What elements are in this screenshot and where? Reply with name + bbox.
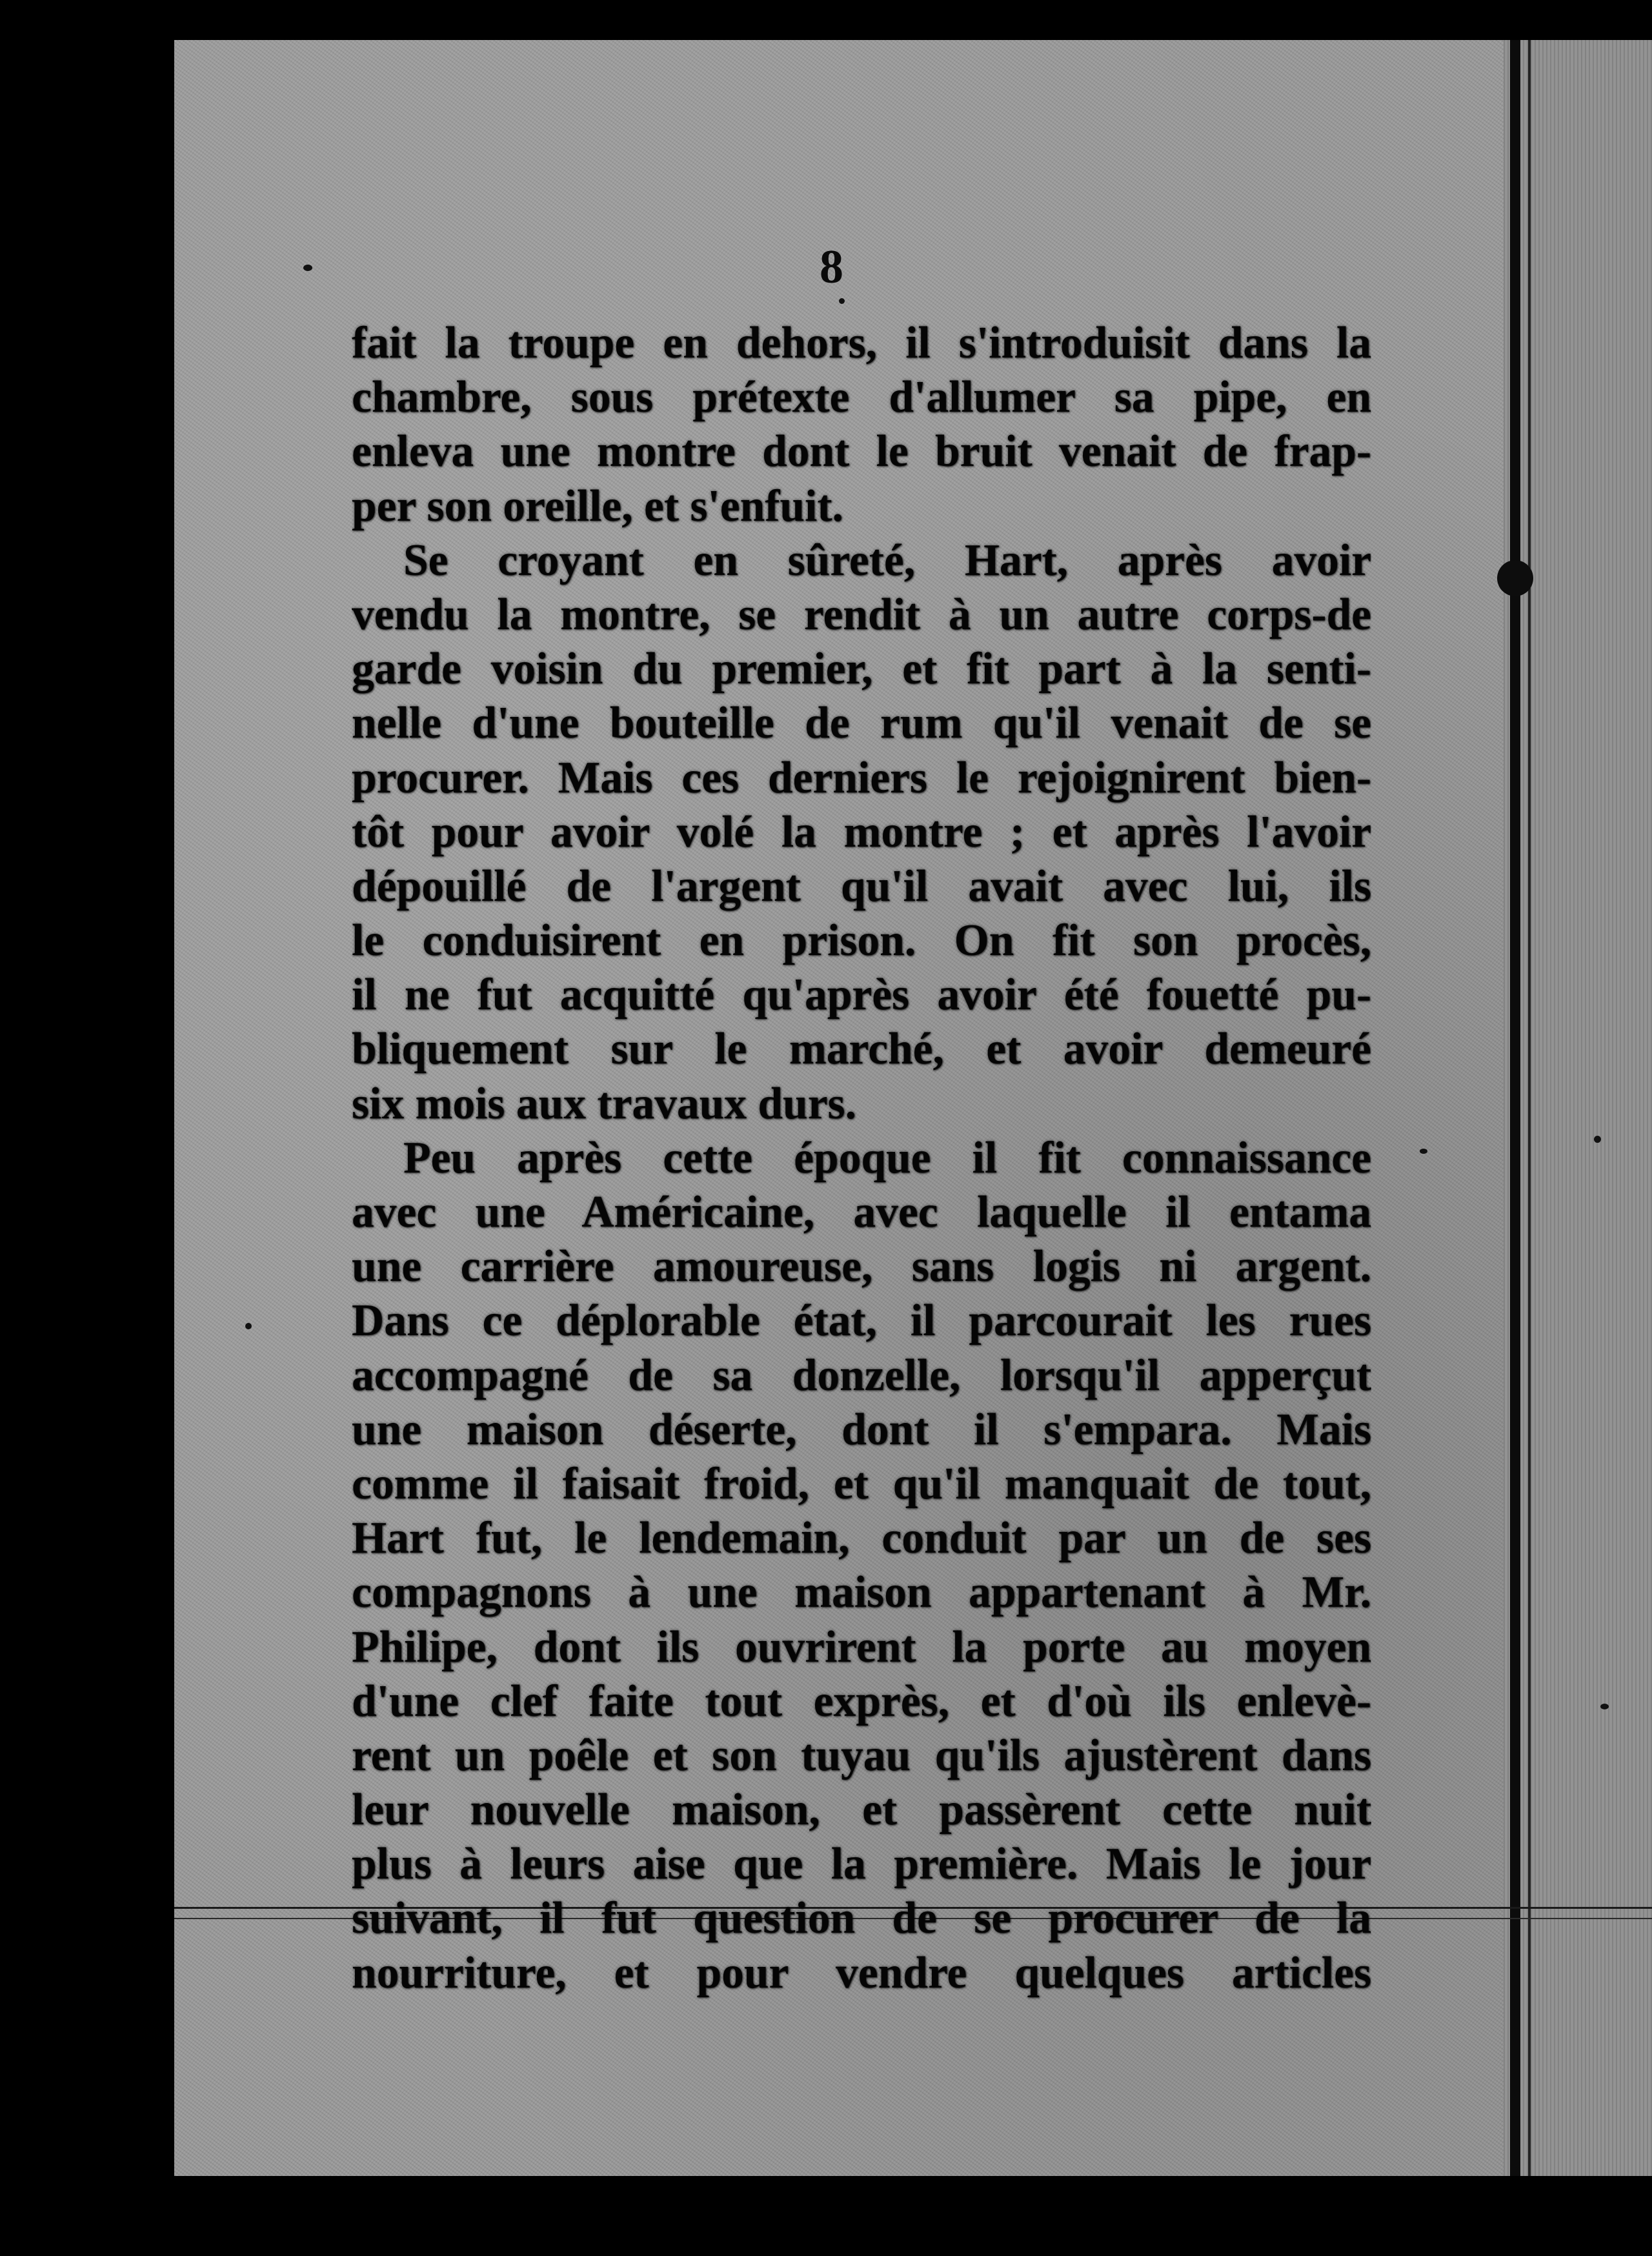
page-fold-line: [1510, 40, 1520, 2176]
text-line: tôt pour avoir volé la montre ; et après l'avoir: [352, 807, 1371, 857]
text-line: nourriture, et pour vendre quelques articles: [352, 1948, 1371, 1998]
text-line: nelle d'une bouteille de rum qu'il venait de se: [352, 698, 1371, 749]
text-line: Philipe, dont ils ouvrirent la porte au moyen: [352, 1622, 1371, 1672]
text-line: Hart fut, le lendemain, conduit par un de ses: [352, 1513, 1371, 1564]
paper-speck: [1420, 1149, 1427, 1154]
text-line: une maison déserte, dont il s'empara. Mais: [352, 1404, 1371, 1455]
paper-speck: [245, 1323, 252, 1329]
text-line: chambre, sous prétexte d'allumer sa pipe, en: [352, 372, 1371, 423]
page-fold-line-thin: [1528, 40, 1531, 2176]
text-line: avec une Américaine, avec laquelle il entama: [352, 1187, 1371, 1237]
adjacent-page-edge: [1504, 40, 1652, 2176]
text-line: dépouillé de l'argent qu'il avait avec lui, ils: [352, 861, 1371, 911]
text-line: accompagné de sa donzelle, lorsqu'il apperçut: [352, 1350, 1371, 1400]
paper-speck: [839, 298, 845, 304]
text-line: plus à leurs aise que la première. Mais le jour: [352, 1839, 1371, 1889]
text-line: d'une clef faite tout exprès, et d'où ils enlevè-: [352, 1676, 1371, 1726]
body-text: [352, 316, 1371, 2000]
text-line: comme il faisait froid, et qu'il manquait de tout,: [352, 1458, 1371, 1509]
text-line: une carrière amoureuse, sans logis ni argent.: [352, 1242, 1371, 1292]
text-line: suivant, il fut question de se procurer de la: [352, 1893, 1371, 1944]
paper-speck: [303, 265, 312, 271]
text-line: vendu la montre, se rendit à un autre corps-de: [352, 589, 1371, 640]
text-line: fait la troupe en dehors, il s'introduisit dans la: [352, 318, 1371, 368]
text-line: il ne fut acquitté qu'après avoir été fouetté pu-: [352, 970, 1371, 1020]
text-line: procurer. Mais ces derniers le rejoignirent bien-: [352, 752, 1371, 803]
text-line: Peu après cette époque il fit connaissance: [403, 1133, 1371, 1183]
text-line: garde voisin du premier, et fit part à la senti-: [352, 644, 1371, 694]
text-line: leur nouvelle maison, et passèrent cette nuit: [352, 1785, 1371, 1835]
binding-mark: [1497, 560, 1533, 596]
text-line: enleva une montre dont le bruit venait de frap-: [352, 427, 1371, 477]
text-line: per son oreille, et s'enfuit.: [352, 481, 843, 531]
text-line: Dans ce déplorable état, il parcourait les rues: [352, 1296, 1371, 1346]
text-line: bliquement sur le marché, et avoir demeuré: [352, 1024, 1371, 1074]
text-line: six mois aux travaux durs.: [352, 1078, 856, 1129]
paper-speck: [1600, 1704, 1609, 1709]
text-line: le conduisirent en prison. On fit son procès,: [352, 916, 1371, 966]
paper-speck: [1594, 1136, 1601, 1143]
text-line: compagnons à une maison appartenant à Mr.: [352, 1567, 1371, 1618]
text-line: rent un poêle et son tuyau qu'ils ajustèrent dans: [352, 1730, 1371, 1780]
page-number: 8: [820, 241, 843, 294]
text-line: Se croyant en sûreté, Hart, après avoir: [403, 535, 1371, 585]
